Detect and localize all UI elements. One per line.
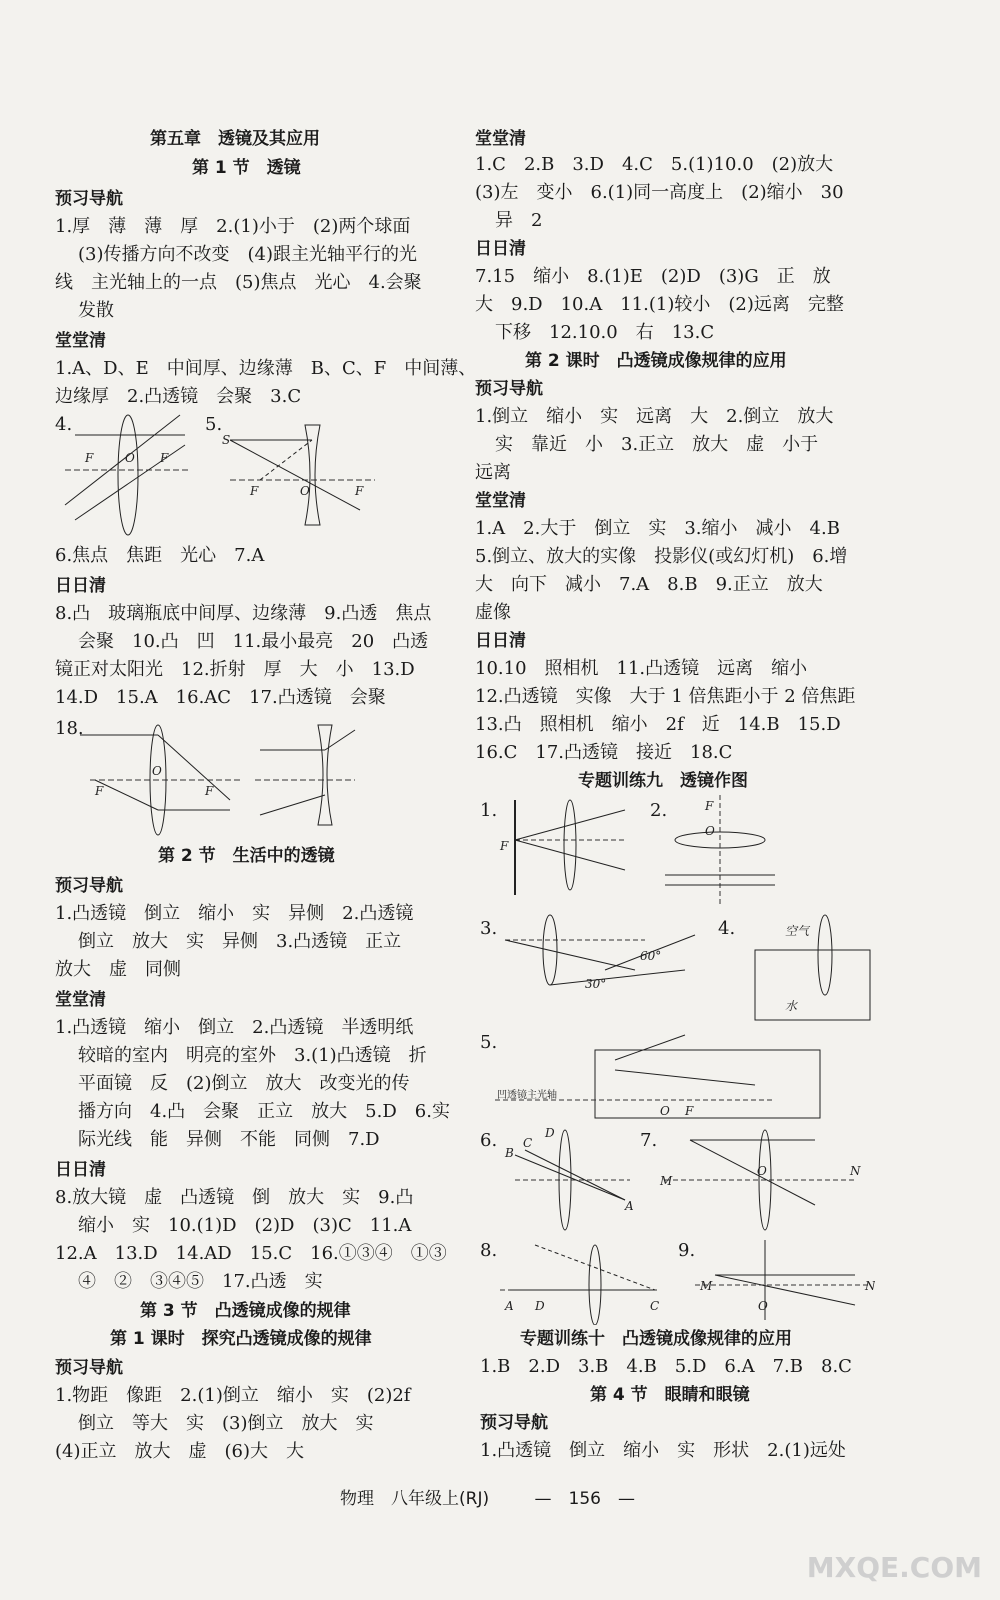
- svg-text:30°: 30°: [585, 977, 607, 991]
- section-heading: 预习导航: [55, 1358, 123, 1378]
- svg-text:M: M: [660, 1174, 673, 1188]
- svg-text:N: N: [850, 1164, 861, 1178]
- answer-line: (3)左 变小 6.(1)同一高度上 (2)缩小 30: [475, 182, 844, 203]
- diagram-training-9-8-9: [495, 1235, 875, 1325]
- answer-line: 边缘厚 2.凸透镜 会聚 3.C: [55, 386, 302, 407]
- section-heading: 第 2 节 生活中的透镜: [158, 846, 335, 866]
- answer-line: 缩小 实 10.(1)D (2)D (3)C 11.A: [78, 1215, 412, 1236]
- section-heading: 预习导航: [55, 189, 123, 209]
- svg-text:D: D: [535, 1299, 545, 1313]
- svg-text:C: C: [523, 1136, 533, 1150]
- answer-line: 1.A 2.大于 倒立 实 3.缩小 减小 4.B: [475, 518, 840, 539]
- answer-line: 12.凸透镜 实像 大于 1 倍焦距小于 2 倍焦距: [475, 686, 856, 707]
- answer-line: 8.: [480, 1240, 498, 1261]
- answer-line: 3.: [480, 918, 498, 939]
- answer-line: 异 2: [495, 210, 543, 231]
- watermark-logo: [807, 1551, 982, 1584]
- diagram-4-convex-lens: [60, 410, 195, 540]
- answer-line: 10.10 照相机 11.凸透镜 远离 缩小: [475, 658, 808, 679]
- section-heading: 预习导航: [475, 379, 543, 399]
- svg-text:F: F: [705, 799, 714, 813]
- answer-line: 1.C 2.B 3.D 4.C 5.(1)10.0 (2)放大: [475, 154, 834, 175]
- answer-line: 较暗的室内 明亮的室外 3.(1)凸透镜 折: [78, 1045, 427, 1066]
- answer-line: 倒立 等大 实 (3)倒立 放大 实: [78, 1413, 374, 1434]
- answer-line: 发散: [78, 300, 114, 321]
- section-heading: 预习导航: [480, 1413, 548, 1433]
- svg-text:O: O: [758, 1299, 768, 1313]
- section-heading: 第 1 课时 探究凸透镜成像的规律: [110, 1329, 372, 1349]
- diagram-training-9-3-4: [495, 910, 875, 1025]
- answer-line: 下移 12.10.0 右 13.C: [495, 322, 715, 343]
- svg-text:凹透镜主光轴: 凹透镜主光轴: [497, 1090, 557, 1101]
- section-heading: 堂堂清: [55, 331, 106, 351]
- svg-text:S: S: [222, 433, 231, 447]
- section-heading: 专题训练九 透镜作图: [578, 771, 748, 791]
- answer-line: 1.厚 薄 薄 厚 2.(1)小于 (2)两个球面: [55, 216, 411, 237]
- section-heading: 堂堂清: [475, 491, 526, 511]
- answer-line: 平面镜 反 (2)倒立 放大 改变光的传: [78, 1073, 410, 1094]
- svg-text:F: F: [685, 1104, 694, 1118]
- answer-line: 8.凸 玻璃瓶底中间厚、边缘薄 9.凸透 焦点: [55, 603, 432, 624]
- answer-line: 4.: [718, 918, 736, 939]
- answer-line: 1.倒立 缩小 实 远离 大 2.倒立 放大: [475, 406, 834, 427]
- svg-text:O: O: [757, 1164, 767, 1178]
- svg-text:O: O: [300, 484, 310, 498]
- svg-text:A: A: [505, 1299, 514, 1313]
- answer-line: 5.倒立、放大的实像 投影仪(或幻灯机) 6.增: [475, 546, 848, 567]
- section-heading: 第 2 课时 凸透镜成像规律的应用: [525, 351, 787, 371]
- answer-line: 13.凸 照相机 缩小 2f 近 14.B 15.D: [475, 714, 841, 735]
- answer-line: 8.放大镜 虚 凸透镜 倒 放大 实 9.凸: [55, 1187, 414, 1208]
- svg-text:O: O: [705, 824, 715, 838]
- svg-text:F: F: [205, 784, 214, 798]
- answer-line: 1.物距 像距 2.(1)倒立 缩小 实 (2)2f: [55, 1385, 411, 1406]
- svg-text:F: F: [500, 839, 509, 853]
- svg-text:A: A: [625, 1199, 634, 1213]
- section-heading: 堂堂清: [55, 990, 106, 1010]
- answer-line: 1.凸透镜 倒立 缩小 实 形状 2.(1)远处: [480, 1440, 846, 1461]
- answer-line: 际光线 能 异侧 不能 同侧 7.D: [78, 1129, 380, 1150]
- answer-line: 镜正对太阳光 12.折射 厚 大 小 13.D: [55, 659, 415, 680]
- page-number: — 156 —: [534, 1489, 635, 1509]
- section-heading: 第 4 节 眼睛和眼镜: [590, 1385, 750, 1405]
- answer-line: 4.: [55, 414, 73, 435]
- answer-line: 实 靠近 小 3.正立 放大 虚 小于: [495, 434, 819, 455]
- section-heading: 堂堂清: [475, 129, 526, 149]
- answer-line: 1.: [480, 800, 498, 821]
- svg-text:F: F: [160, 451, 169, 465]
- answer-line: (4)正立 放大 虚 (6)大 大: [55, 1441, 304, 1462]
- answer-line: 1.B 2.D 3.B 4.B 5.D 6.A 7.B 8.C: [480, 1356, 852, 1377]
- section-heading: 第 3 节 凸透镜成像的规律: [140, 1301, 351, 1321]
- svg-text:空气: 空气: [785, 924, 810, 938]
- answer-line: 远离: [475, 462, 511, 483]
- section-heading: 日日清: [475, 239, 526, 259]
- answer-line: 5.: [480, 1032, 498, 1053]
- answer-line: 虚像: [475, 602, 511, 623]
- footer-subject: 物理 八年级上(RJ): [340, 1489, 490, 1509]
- diagram-5-concave-lens: [220, 420, 380, 530]
- answer-line: 5.: [205, 414, 223, 435]
- answer-line: 线 主光轴上的一点 (5)焦点 光心 4.会聚: [55, 272, 422, 293]
- page-footer: [340, 1484, 635, 1509]
- svg-text:O: O: [660, 1104, 670, 1118]
- answer-line: 大 向下 减小 7.A 8.B 9.正立 放大: [475, 574, 823, 595]
- section-heading: 日日清: [55, 1160, 106, 1180]
- answer-line: 6.: [480, 1130, 498, 1151]
- answer-line: 16.C 17.凸透镜 接近 18.C: [475, 742, 733, 763]
- answer-line: 1.凸透镜 倒立 缩小 实 异侧 2.凸透镜: [55, 903, 414, 924]
- diagram-training-9-1-2: [495, 790, 875, 910]
- section-heading: 专题训练十 凸透镜成像规律的应用: [520, 1329, 792, 1349]
- diagram-training-9-5: [495, 1030, 875, 1120]
- answer-line: 14.D 15.A 16.AC 17.凸透镜 会聚: [55, 687, 386, 708]
- answer-line: 播方向 4.凸 会聚 正立 放大 5.D 6.实: [78, 1101, 450, 1122]
- answer-line: 倒立 放大 实 异侧 3.凸透镜 正立: [78, 931, 402, 952]
- answer-line: 7.: [640, 1130, 658, 1151]
- svg-text:B: B: [505, 1146, 514, 1160]
- svg-text:D: D: [545, 1126, 555, 1140]
- answer-line: 9.: [678, 1240, 696, 1261]
- section-heading: 预习导航: [55, 876, 123, 896]
- answer-line: 1.凸透镜 缩小 倒立 2.凸透镜 半透明纸: [55, 1017, 414, 1038]
- section-heading: 日日清: [55, 576, 106, 596]
- section-heading: 日日清: [475, 631, 526, 651]
- svg-text:60°: 60°: [640, 949, 662, 963]
- svg-text:O: O: [152, 764, 162, 778]
- svg-text:F: F: [355, 484, 364, 498]
- svg-text:水: 水: [785, 999, 798, 1013]
- section-heading: 第五章 透镜及其应用: [150, 129, 320, 149]
- answer-line: 18.: [55, 718, 84, 739]
- svg-text:F: F: [250, 484, 259, 498]
- answer-line: 7.15 缩小 8.(1)E (2)D (3)G 正 放: [475, 266, 831, 287]
- answer-line: ④ ② ③④⑤ 17.凸透 实: [78, 1271, 323, 1292]
- svg-text:C: C: [650, 1299, 660, 1313]
- diagram-18-lenses: [80, 720, 360, 840]
- answer-line: (3)传播方向不改变 (4)跟主光轴平行的光: [78, 244, 417, 265]
- answer-line: 1.A、D、E 中间厚、边缘薄 B、C、F 中间薄、: [55, 358, 477, 379]
- answer-line: 放大 虚 同侧: [55, 959, 181, 980]
- svg-text:N: N: [865, 1279, 875, 1293]
- svg-text:O: O: [125, 451, 135, 465]
- answer-line: 会聚 10.凸 凹 11.最小最亮 20 凸透: [78, 631, 429, 652]
- answer-line: 6.焦点 焦距 光心 7.A: [55, 545, 265, 566]
- watermark-text: MXQE.COM: [806, 1551, 982, 1584]
- diagram-training-9-6-7: [495, 1125, 875, 1235]
- svg-text:M: M: [700, 1279, 713, 1293]
- svg-text:F: F: [85, 451, 94, 465]
- svg-text:F: F: [95, 784, 104, 798]
- section-heading: 第 1 节 透镜: [192, 158, 301, 178]
- answer-line: 12.A 13.D 14.AD 15.C 16.①③④ ①③: [55, 1243, 447, 1264]
- answer-line: 2.: [650, 800, 668, 821]
- answer-line: 大 9.D 10.A 11.(1)较小 (2)远离 完整: [475, 294, 844, 315]
